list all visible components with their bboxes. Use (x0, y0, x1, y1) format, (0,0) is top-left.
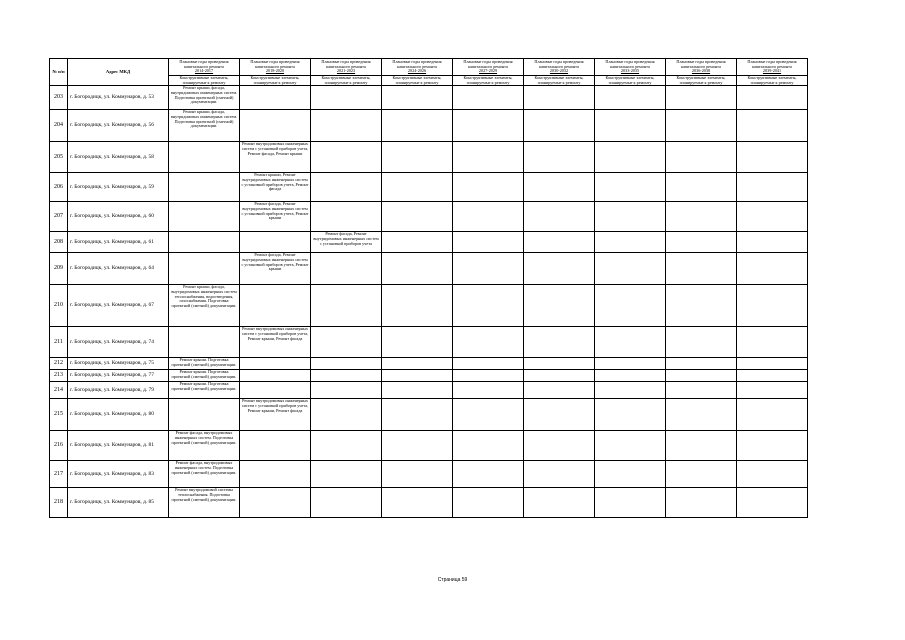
column-header-period (524, 59, 595, 76)
repair-works-cell (524, 86, 595, 110)
repair-works-cell: Ремонт крыши. Подготовка проектной (сметной) документации. (169, 370, 240, 382)
repair-works-cell (453, 173, 524, 202)
column-header-period (737, 59, 808, 76)
repair-works-cell (382, 232, 453, 253)
repair-works-cell (666, 232, 737, 253)
row-number: 215 (50, 399, 68, 431)
repair-works-cell (666, 382, 737, 399)
repair-works-cell (311, 285, 382, 327)
repair-works-cell (595, 202, 666, 232)
repair-works-cell (453, 202, 524, 232)
repair-works-cell (595, 110, 666, 142)
repair-works-cell (453, 327, 524, 358)
repair-works-cell (666, 399, 737, 431)
row-address: г. Богородицк, ул. Коммунаров, д. 74 (68, 327, 169, 358)
column-header-period (453, 59, 524, 76)
column-header-address: Адрес МКД (68, 59, 169, 86)
repair-works-cell (595, 461, 666, 488)
period-heading: Плановые годы проведения капитального ремонта (463, 59, 513, 69)
repair-works-cell (311, 431, 382, 461)
repair-works-cell (453, 399, 524, 431)
repair-works-cell (595, 327, 666, 358)
repair-works-cell (524, 285, 595, 327)
repair-works-cell (382, 202, 453, 232)
period-years: 2024-2026 (407, 68, 427, 74)
column-header-period (382, 59, 453, 76)
period-years: 2027-2029 (478, 68, 498, 74)
repair-works-cell (169, 399, 240, 431)
repair-works-cell (524, 461, 595, 488)
repair-works-cell (524, 173, 595, 202)
repair-works-cell (453, 461, 524, 488)
row-address: г. Богородицк, ул. Коммунаров, д. 77 (68, 370, 169, 382)
column-header-period (595, 59, 666, 76)
repair-works-cell (453, 285, 524, 327)
repair-works-cell: Ремонт крыши. Подготовка проектной (сметной) документации. (169, 358, 240, 370)
table-row (50, 173, 808, 202)
repair-works-cell (737, 399, 808, 431)
row-address: г. Богородицк, ул. Коммунаров, д. 83 (68, 461, 169, 488)
repair-works-cell (382, 382, 453, 399)
repair-works-cell: Ремонт внутридомовых инженерных систем с установкой приборов учета, Ремонт фасада, Ремонт крыши (240, 142, 311, 173)
repair-works-cell (666, 285, 737, 327)
table-row (50, 382, 808, 399)
repair-works-cell: Ремонт крыши, фасада, внутридомовых инженерных систем. Подготовка проектной (сметной) документации. (169, 86, 240, 110)
repair-works-cell (240, 285, 311, 327)
repair-works-cell (240, 358, 311, 370)
repair-works-cell (595, 370, 666, 382)
repair-works-cell (453, 232, 524, 253)
repair-works-cell (666, 110, 737, 142)
page-number: Страница 59 (437, 577, 468, 583)
repair-works-cell (453, 488, 524, 518)
repair-works-cell (311, 173, 382, 202)
repair-works-cell (453, 382, 524, 399)
row-number: 216 (50, 431, 68, 461)
repair-works-cell (524, 202, 595, 232)
row-address: г. Богородицк, ул. Коммунаров, д. 79 (68, 382, 169, 399)
repair-works-cell (524, 431, 595, 461)
repair-works-cell (666, 358, 737, 370)
row-address: г. Богородицк, ул. Коммунаров, д. 58 (68, 142, 169, 173)
repair-works-cell (666, 327, 737, 358)
row-number: 211 (50, 327, 68, 358)
repair-works-cell (666, 431, 737, 461)
column-header-period (240, 59, 311, 76)
table-row (50, 202, 808, 232)
repair-works-cell (737, 142, 808, 173)
repair-works-cell (240, 370, 311, 382)
repair-works-cell (595, 431, 666, 461)
repair-works-cell: Ремонт фасада, Ремонт внутридомовых инженерных систем с установкой приборов учета, Ремонт крыши (240, 202, 311, 232)
repair-works-cell (382, 431, 453, 461)
repair-works-cell (666, 142, 737, 173)
repair-works-cell (311, 202, 382, 232)
repair-works-cell (737, 488, 808, 518)
repair-works-cell (595, 285, 666, 327)
repair-works-cell (453, 142, 524, 173)
period-years: 2021-2023 (336, 68, 356, 74)
repair-works-cell (240, 461, 311, 488)
repair-works-cell: Ремонт крыши, Ремонт внутридомовых инженерных систем с установкой приборов учета, Ремонт фасада (240, 173, 311, 202)
repair-works-cell (737, 202, 808, 232)
repair-works-cell (311, 86, 382, 110)
repair-works-cell (524, 327, 595, 358)
row-number: 218 (50, 488, 68, 518)
row-number: 213 (50, 370, 68, 382)
repair-works-cell (382, 253, 453, 285)
table-row (50, 370, 808, 382)
repair-works-cell (453, 110, 524, 142)
period-heading: Плановые годы проведения капитального ремонта (747, 59, 797, 69)
repair-works-cell: Ремонт крыши, фасада, внутридомовых инженерных систем. Подготовка проектной (сметной) документации. (169, 110, 240, 142)
repair-works-cell (382, 86, 453, 110)
repair-works-cell (737, 173, 808, 202)
repair-works-cell: Ремонт внутридомовых инженерных систем с установкой приборов учета, Ремонт крыши, Ремонт фасада (240, 327, 311, 358)
row-address: г. Богородицк, ул. Коммунаров, д. 61 (68, 232, 169, 253)
column-subheader-elements: Конструктивные элементы, планируемые к ремонту (666, 76, 737, 86)
row-address: г. Богородицк, ул. Коммунаров, д. 80 (68, 399, 169, 431)
column-subheader-elements: Конструктивные элементы, планируемые к ремонту (595, 76, 666, 86)
repair-works-cell (737, 431, 808, 461)
row-address: г. Богородицк, ул. Коммунаров, д. 64 (68, 253, 169, 285)
row-address: г. Богородицк, ул. Коммунаров, д. 85 (68, 488, 169, 518)
repair-works-cell (595, 382, 666, 399)
column-header-period (666, 59, 737, 76)
column-subheader-elements: Конструктивные элементы, планируемые к ремонту (453, 76, 524, 86)
repair-works-cell (311, 399, 382, 431)
repair-works-cell (524, 488, 595, 518)
row-address: г. Богородицк, ул. Коммунаров, д. 75 (68, 358, 169, 370)
repair-works-cell (382, 399, 453, 431)
table-row (50, 327, 808, 358)
repair-works-cell (453, 431, 524, 461)
repair-works-cell (666, 173, 737, 202)
repair-works-cell (453, 358, 524, 370)
row-number: 210 (50, 285, 68, 327)
table-row (50, 232, 808, 253)
period-heading: Плановые годы проведения капитального ремонта (534, 59, 584, 69)
repair-works-cell (453, 370, 524, 382)
repair-works-cell (311, 358, 382, 370)
repair-works-cell (666, 202, 737, 232)
repair-works-cell (666, 370, 737, 382)
period-heading: Плановые годы проведения капитального ремонта (392, 59, 442, 69)
row-number: 209 (50, 253, 68, 285)
period-heading: Плановые годы проведения капитального ремонта (179, 59, 229, 69)
repair-works-cell (311, 461, 382, 488)
row-number: 208 (50, 232, 68, 253)
repair-works-cell (524, 110, 595, 142)
repair-works-cell (595, 488, 666, 518)
repair-works-cell (737, 86, 808, 110)
row-address: г. Богородицк, ул. Коммунаров, д. 53 (68, 86, 169, 110)
repair-works-cell (737, 358, 808, 370)
table-row (50, 285, 808, 327)
repair-works-cell (524, 232, 595, 253)
repair-works-cell (737, 370, 808, 382)
repair-works-cell (595, 253, 666, 285)
column-header-number: № п/п (50, 59, 68, 86)
period-heading: Плановые годы проведения капитального ремонта (605, 59, 655, 69)
repair-works-cell (524, 253, 595, 285)
row-number: 203 (50, 86, 68, 110)
repair-works-cell (737, 285, 808, 327)
repair-works-cell (169, 202, 240, 232)
row-number: 205 (50, 142, 68, 173)
repair-works-cell (453, 86, 524, 110)
row-number: 217 (50, 461, 68, 488)
repair-works-cell (311, 382, 382, 399)
period-years: 2018-2020 (265, 68, 285, 74)
column-subheader-elements: Конструктивные элементы, планируемые к ремонту (240, 76, 311, 86)
repair-works-cell: Ремонт внутридомовой системы теплоснабжения. Подготовка проектной (сметной) документации. (169, 488, 240, 518)
row-address: г. Богородицк, ул. Коммунаров, д. 60 (68, 202, 169, 232)
period-years: 2030-2032 (549, 68, 569, 74)
repair-works-cell (666, 461, 737, 488)
repair-works-cell (382, 488, 453, 518)
repair-works-cell (240, 431, 311, 461)
repair-works-cell (382, 285, 453, 327)
repair-works-cell (595, 232, 666, 253)
repair-works-cell: Ремонт фасада, Ремонт внутридомовых инженерных систем с установкой приборов учета (311, 232, 382, 253)
row-number: 212 (50, 358, 68, 370)
row-number: 207 (50, 202, 68, 232)
row-number: 214 (50, 382, 68, 399)
repair-works-cell (240, 488, 311, 518)
repair-works-cell (524, 358, 595, 370)
repair-works-cell (737, 327, 808, 358)
header-row-periods (50, 59, 808, 76)
period-heading: Плановые годы проведения капитального ремонта (676, 59, 726, 69)
repair-works-cell: Ремонт фасада, внутридомовых инженерных систем. Подготовка проектной (сметной) документации. (169, 431, 240, 461)
repair-works-cell (737, 461, 808, 488)
repair-works-cell (382, 358, 453, 370)
period-years: 2033-2035 (620, 68, 640, 74)
table-row (50, 358, 808, 370)
row-address: г. Богородицк, ул. Коммунаров, д. 81 (68, 431, 169, 461)
repair-works-cell (595, 358, 666, 370)
repair-works-cell (524, 382, 595, 399)
repair-works-cell (666, 86, 737, 110)
repair-works-cell (666, 253, 737, 285)
repair-works-cell (737, 253, 808, 285)
table-row (50, 253, 808, 285)
column-header-period (311, 59, 382, 76)
table-row (50, 461, 808, 488)
row-number: 206 (50, 173, 68, 202)
repair-works-cell (382, 173, 453, 202)
repair-works-cell (382, 370, 453, 382)
repair-works-cell (524, 399, 595, 431)
row-address: г. Богородицк, ул. Коммунаров, д. 56 (68, 110, 169, 142)
table-row (50, 86, 808, 110)
repair-works-cell (524, 142, 595, 173)
repair-works-cell (169, 327, 240, 358)
column-subheader-elements: Конструктивные элементы, планируемые к ремонту (382, 76, 453, 86)
repair-works-cell (737, 232, 808, 253)
period-heading: Плановые годы проведения капитального ремонта (250, 59, 300, 69)
period-heading: Плановые годы проведения капитального ремонта (321, 59, 371, 69)
repair-works-cell (382, 461, 453, 488)
repair-works-cell (240, 86, 311, 110)
table-row (50, 488, 808, 518)
repair-works-cell (737, 382, 808, 399)
repair-works-cell (737, 110, 808, 142)
period-years: 2039-2041 (762, 68, 782, 74)
repair-works-cell (311, 142, 382, 173)
repair-works-cell (382, 327, 453, 358)
repair-works-cell (524, 370, 595, 382)
capital-repair-plan-table (49, 58, 808, 518)
repair-works-cell (240, 110, 311, 142)
repair-works-cell (382, 110, 453, 142)
repair-works-cell (595, 86, 666, 110)
repair-works-cell (169, 232, 240, 253)
column-subheader-elements: Конструктивные элементы, планируемые к ремонту (737, 76, 808, 86)
repair-works-cell (453, 253, 524, 285)
repair-works-cell (311, 488, 382, 518)
repair-works-cell (240, 382, 311, 399)
row-number: 204 (50, 110, 68, 142)
repair-works-cell (666, 488, 737, 518)
repair-works-cell (311, 327, 382, 358)
row-address: г. Богородицк, ул. Коммунаров, д. 59 (68, 173, 169, 202)
repair-works-cell (169, 142, 240, 173)
repair-works-cell: Ремонт крыши. Подготовка проектной (сметной) документации. (169, 382, 240, 399)
column-subheader-elements: Конструктивные элементы, планируемые к ремонту (524, 76, 595, 86)
repair-works-cell (595, 399, 666, 431)
repair-works-cell (382, 142, 453, 173)
row-address: г. Богородицк, ул. Коммунаров, д. 67 (68, 285, 169, 327)
repair-works-cell: Ремонт фасада, Ремонт внутридомовых инженерных систем с установкой приборов учета, Ремонт крыши (240, 253, 311, 285)
column-subheader-elements: Конструктивные элементы, планируемые к ремонту (311, 76, 382, 86)
repair-works-cell (595, 142, 666, 173)
repair-works-cell (595, 173, 666, 202)
repair-works-cell: Ремонт фасада, внутридомовых инженерных систем. Подготовка проектной (сметной) документации. (169, 461, 240, 488)
table-row (50, 142, 808, 173)
repair-works-cell (169, 253, 240, 285)
period-years: 2036-2038 (691, 68, 711, 74)
repair-works-cell (311, 370, 382, 382)
period-years: 2014-2017 (194, 68, 214, 74)
column-subheader-elements: Конструктивные элементы, планируемые к ремонту (169, 76, 240, 86)
repair-works-cell (311, 253, 382, 285)
table-row (50, 399, 808, 431)
table-row (50, 110, 808, 142)
repair-works-cell (311, 110, 382, 142)
repair-works-cell (169, 173, 240, 202)
table-body (50, 86, 808, 518)
column-header-period (169, 59, 240, 76)
repair-works-cell: Ремонт крыши, фасада, внутридомовых инженерных систем теплоснабжения, водоотведения, газоснабжения. Подготовка проектной (сметной) документации. (169, 285, 240, 327)
repair-works-cell (240, 232, 311, 253)
table-row (50, 431, 808, 461)
repair-works-cell: Ремонт внутридомовых инженерных систем с установкой приборов учета, Ремонт крыши, Ремонт фасада (240, 399, 311, 431)
